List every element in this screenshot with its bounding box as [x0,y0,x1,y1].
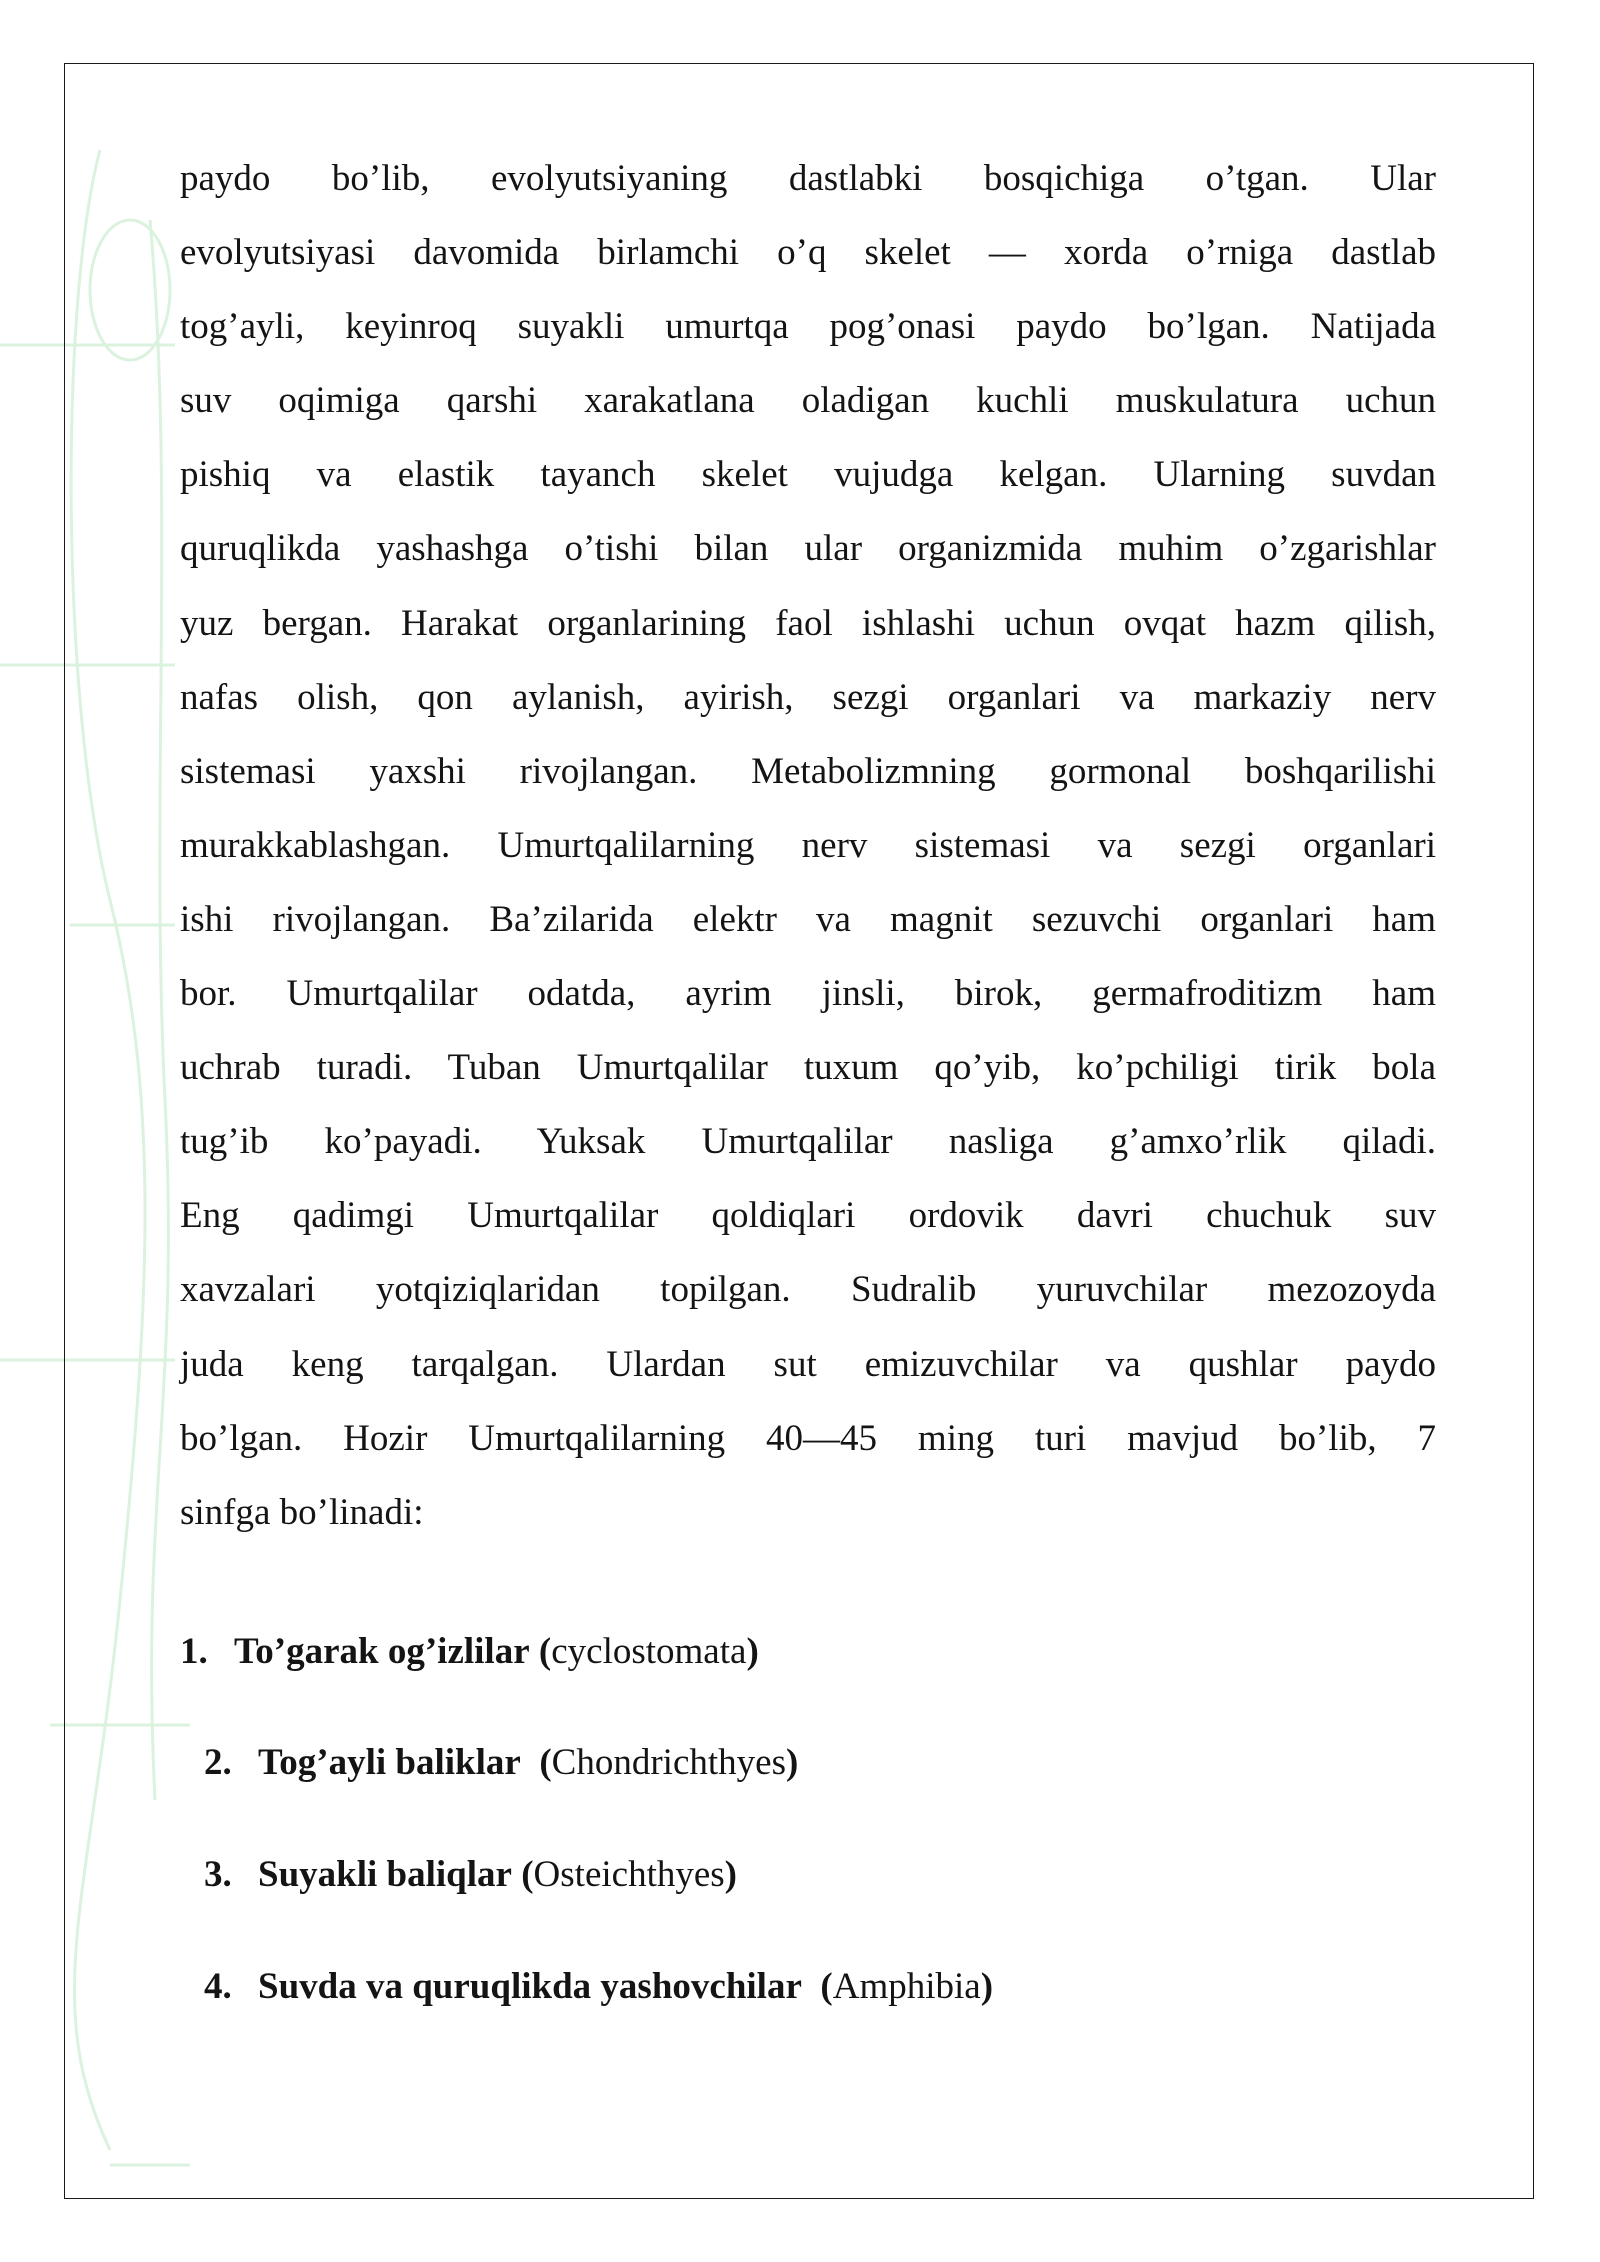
text-line: bor. Umurtqalilar odatda, ayrim jinsli, birok, germafroditizm ham [180,973,1436,1015]
list-item [204,1850,737,1900]
text-line: xavzalari yotqiziqlaridan topilgan. Sudralib yuruvchilar mezozoyda [180,1269,1436,1311]
latin-name: Chondrichthyes [551,1742,786,1783]
text-line: tog’ayli, keyinroq suyakli umurtqa pog’onasi paydo bo’lgan. Natijada [180,306,1436,348]
class-name: Suyakli baliqlar [258,1854,512,1895]
latin-name: Amphibia [832,1966,981,2007]
text-line: tug’ib ko’payadi. Yuksak Umurtqalilar nasliga g’amxo’rlik qiladi. [180,1121,1436,1163]
text-line: quruqlikda yashashga o’tishi bilan ular organizmida muhim o’zgarishlar [180,528,1436,570]
text-line: sinfga bo’linadi: [180,1491,424,1533]
list-number: 3. [204,1854,232,1895]
close-paren: ) [746,1631,759,1672]
text-line: yuz bergan. Harakat organlarining faol ishlashi uchun ovqat hazm qilish, [180,602,1436,644]
text-line: bo’lgan. Hozir Umurtqalilarning 40—45 ming turi mavjud bo’lib, 7 [180,1417,1436,1459]
text-line: evolyutsiyasi davomida birlamchi o’q skelet — xorda o’rniga dastlab [180,232,1436,274]
text-line: suv oqimiga qarshi xarakatlana oladigan kuchli muskulatura uchun [180,380,1436,422]
list-number: 2. [204,1742,232,1783]
list-item [180,1627,759,1677]
close-paren: ) [980,1966,994,2007]
class-name: Suvda va quruqlikda yashovchilar [258,1966,802,2007]
latin-name: cyclostomata [551,1631,747,1672]
close-paren: ) [785,1742,799,1783]
text-line: juda keng tarqalgan. Ulardan sut emizuvchilar va qushlar paydo [180,1343,1436,1385]
list-item [204,1738,798,1788]
list-number: 4. [204,1966,232,2007]
list-number: 1. [180,1631,208,1672]
text-line: nafas olish, qon aylanish, ayirish, sezgi organlari va markaziy nerv [180,676,1436,718]
latin-name: Osteichthyes [533,1854,725,1895]
body-paragraph [180,142,1436,1550]
list-item [204,1962,993,2012]
open-paren: ( [539,1742,552,1783]
text-line: Eng qadimgi Umurtqalilar qoldiqlari ordovik davri chuchuk suv [180,1195,1436,1237]
text-line: ishi rivojlangan. Ba’zilarida elektr va magnit sezuvchi organlari ham [180,898,1436,940]
text-line: sistemasi yaxshi rivojlangan. Metabolizmning gormonal boshqarilishi [180,750,1436,792]
open-paren: ( [820,1966,833,2007]
text-line: paydo bo’lib, evolyutsiyaning dastlabki bosqichiga o’tgan. Ular [180,158,1436,199]
text-line: murakkablashgan. Umurtqalilarning nerv sistemasi va sezgi organlari [180,824,1436,866]
class-name: Tog’ayli baliklar [258,1742,521,1783]
open-paren: ( [521,1854,534,1895]
class-name: To’garak og’izlilar [234,1631,530,1672]
text-line: pishiq va elastik tayanch skelet vujudga kelgan. Ularning suvdan [180,454,1436,496]
text-line: uchrab turadi. Tuban Umurtqalilar tuxum qo’yib, ko’pchiligi tirik bola [180,1047,1436,1089]
open-paren: ( [538,1631,552,1672]
close-paren: ) [724,1854,737,1895]
